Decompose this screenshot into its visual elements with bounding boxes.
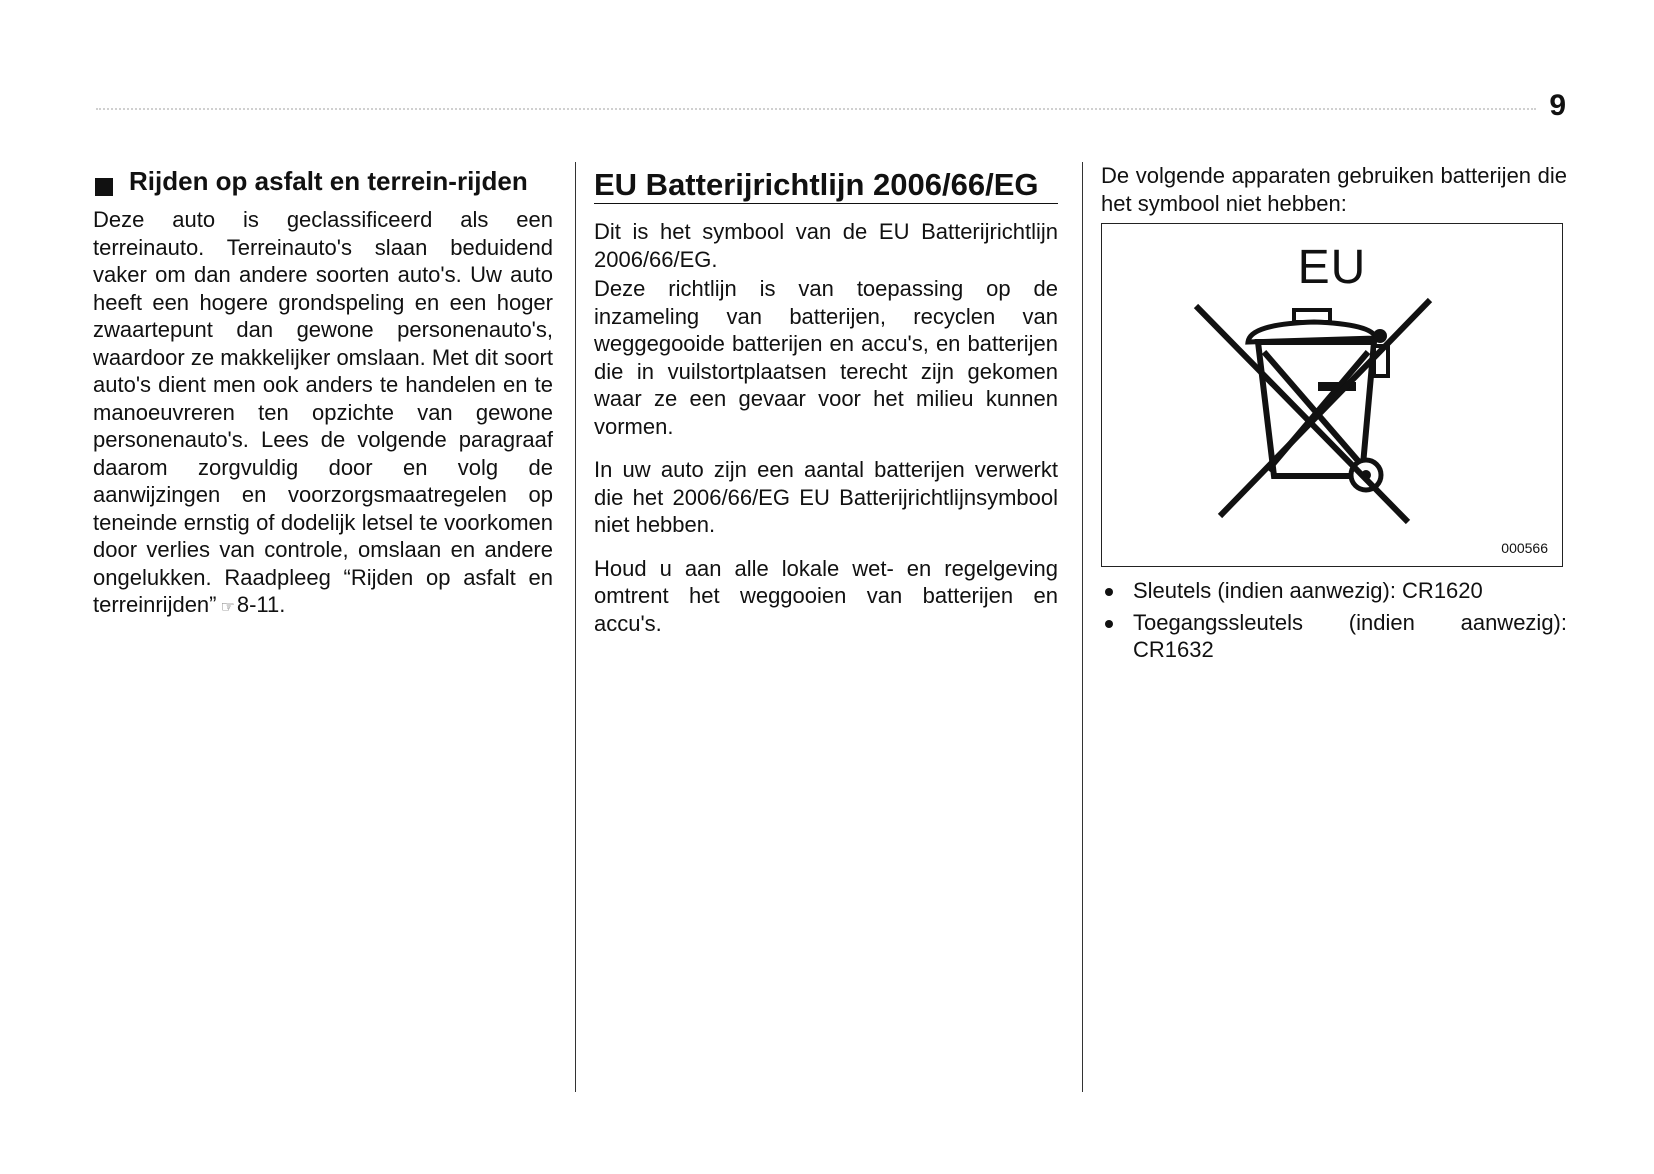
section-title: EU Batterijrichtlijn 2006/66/EG xyxy=(594,168,1058,204)
subheading-text: Rijden op asfalt en terrein-rijden xyxy=(129,166,528,196)
page-number: 9 xyxy=(1549,89,1566,122)
list-item xyxy=(1101,577,1567,605)
header-rule xyxy=(96,108,1536,110)
offroad-paragraph-text: Deze auto is geclassificeerd als een terreinauto. Terreinauto's slaan beduidend vaker om dan andere soorten auto's. Uw auto heeft een hogere grondspeling en een hoger zwaartepunt dan gewone personenauto's, waardoor ze makkelijker omslaan. Met dit soort auto's dient men ook anders te handelen en te manoeuvreren ten opzichte van gewone personenauto's. Lees de volgende paragraaf daarom zorgvuldig door en volg de aanwijzingen en voorzorgsmaatregelen op teneinde ernstig of dodelijk letsel te voorkomen door verlies van controle, omslaan en andere ongelukken. Raadpleeg “Rijden op asfalt en terreinrijden” xyxy=(93,207,553,617)
page-reference: 8-11. xyxy=(236,592,286,617)
bullet-icon xyxy=(1105,620,1113,628)
offroad-paragraph xyxy=(93,206,553,622)
list-item xyxy=(1101,609,1567,664)
list-item-text: Sleutels (indien aanwezig): CR1620 xyxy=(1133,578,1483,603)
battery-list xyxy=(1101,577,1567,664)
intro-paragraph: De volgende apparaten gebruiken batterijen die het symbool niet hebben: xyxy=(1101,163,1567,216)
section-subheading xyxy=(93,166,553,196)
paragraph: In uw auto zijn een aantal batterijen verwerkt die het 2006/66/EG EU Batterijrichtlijnsymbool niet hebben. xyxy=(594,457,1058,537)
paragraph: Deze richtlijn is van toepassing op de inzameling van batterijen, recyclen van weggegooide batterijen en accu's, en batterijen die in vuilstortplaatsen terecht zijn gekomen waar ze een gevaar voor het milieu kunnen vormen. xyxy=(594,276,1058,439)
paragraph: Houd u aan alle lokale wet- en regelgeving omtrent het weggooien van batterijen en accu's. xyxy=(594,555,1058,636)
column-divider-right xyxy=(1082,162,1083,1092)
middle-column xyxy=(594,162,1058,647)
battery-symbol-figure xyxy=(1101,223,1563,567)
right-column xyxy=(1101,162,1567,668)
column-divider-left xyxy=(575,162,576,1092)
left-column xyxy=(93,162,553,632)
list-item-text: Toegangssleutels (indien aanwezig): CR1632 xyxy=(1133,609,1567,662)
figure-eu-label: EU xyxy=(1297,241,1367,294)
page-reference-icon: ☞ xyxy=(220,599,235,616)
crossed-out-wheelie-bin-icon xyxy=(1190,290,1450,530)
square-bullet-icon xyxy=(95,178,113,196)
bullet-icon xyxy=(1105,588,1113,596)
paragraph: Dit is het symbool van de EU Batterijrichtlijn 2006/66/EG. xyxy=(594,219,1058,272)
figure-code: 000566 xyxy=(1501,540,1548,556)
